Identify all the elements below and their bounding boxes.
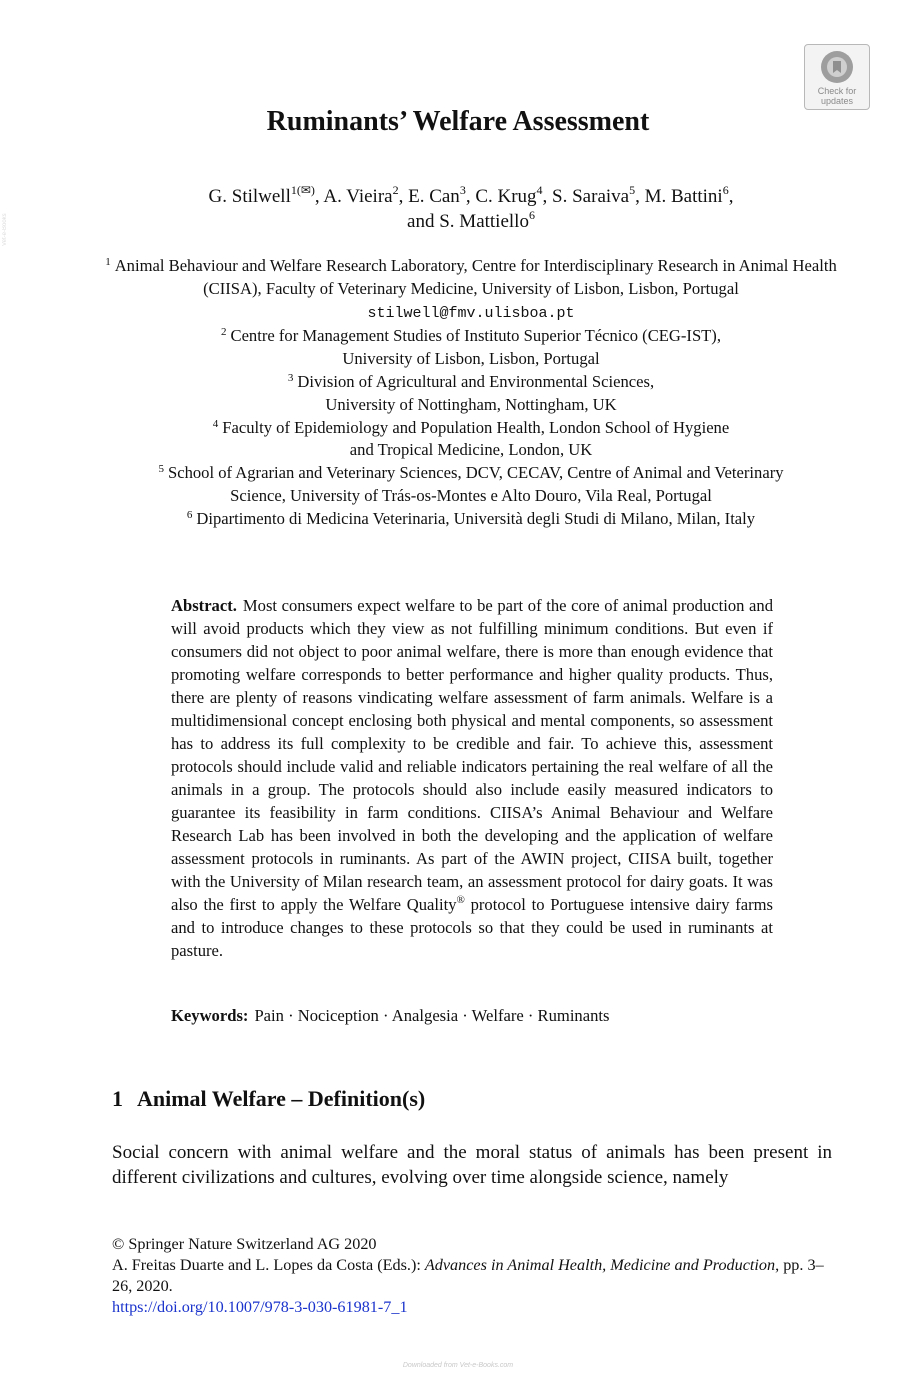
author-name: A. Vieira <box>323 186 393 207</box>
affiliation-text: Dipartimento di Medicina Veterinaria, Università degli Studi di Milano, Milan, Italy <box>196 508 756 528</box>
author-affil-marker: 2 <box>392 183 399 197</box>
author-affil-marker: 6 <box>528 208 535 222</box>
affiliation-text: Centre for Management Studies of Instituto Superior Técnico (CEG-IST), <box>230 326 721 346</box>
body-paragraph: Social concern with animal welfare and the moral status of animals has been present in different civilizations and cultures, evolving over time alongside science, namely <box>112 1142 832 1188</box>
author-affil-marker: 3 <box>459 183 466 197</box>
keywords <box>171 1004 773 1027</box>
affiliation-number: 1 <box>105 256 111 268</box>
affiliation-list <box>100 255 842 531</box>
affiliation-2 <box>100 325 842 371</box>
author-name: and S. Mattiello <box>407 211 529 232</box>
publication-footer <box>112 1234 832 1318</box>
author-separator: , <box>635 186 645 207</box>
citation-line <box>112 1255 832 1297</box>
paper-title: Ruminants’ Welfare Assessment <box>266 106 650 137</box>
author-affil-marker: 1(✉) <box>290 183 315 197</box>
affiliation-text: Animal Behaviour and Welfare Research Laboratory, Centre for Interdisciplinary Research in Animal Health (CIISA), Faculty of Veterinary Medicine, University of Lisbon, Lisbon, Portugal <box>114 256 837 298</box>
affiliation-number: 4 <box>212 417 219 430</box>
doi-line <box>112 1297 832 1318</box>
affiliation-1 <box>100 255 842 325</box>
abstract-label: Abstract. <box>171 596 237 615</box>
affiliation-text-line2: University of Nottingham, Nottingham, UK <box>325 394 617 414</box>
affiliation-text-line2: Science, University of Trás-os-Montes e Alto Douro, Vila Real, Portugal <box>230 485 712 505</box>
check-for-updates-label: Check for updates <box>817 86 857 106</box>
registered-mark: ® <box>456 894 465 906</box>
affiliation-6 <box>100 508 842 531</box>
author-separator: , <box>465 186 476 207</box>
affiliation-3 <box>100 371 842 417</box>
bookmark-ribbon-icon <box>821 51 853 83</box>
author-name: M. Battini <box>644 186 723 207</box>
affiliation-text: Faculty of Epidemiology and Population Health, London School of Hygiene <box>222 417 730 437</box>
section-title: Animal Welfare – Definition(s) <box>137 1086 426 1111</box>
author-separator: , <box>398 186 409 207</box>
author-separator: , <box>542 186 553 207</box>
abstract <box>171 594 773 962</box>
author-separator: , <box>728 186 734 207</box>
affiliation-5 <box>100 462 842 508</box>
doi-link[interactable]: https://doi.org/10.1007/978-3-030-61981-7_1 <box>112 1298 408 1316</box>
copyright-line: © Springer Nature Switzerland AG 2020 <box>112 1235 377 1253</box>
author-name: G. Stilwell <box>208 186 291 207</box>
author-affil-marker: 4 <box>536 183 543 197</box>
affiliation-text: School of Agrarian and Veterinary Sciences, DCV, CECAV, Centre of Animal and Veterinary <box>167 463 784 483</box>
affiliation-text: Division of Agricultural and Environmental Sciences, <box>297 371 655 391</box>
corresponding-email[interactable]: stilwell@fmv.ulisboa.pt <box>367 304 575 322</box>
citation-book-title: Advances in Animal Health, Medicine and Production <box>424 1256 776 1274</box>
affiliation-number: 5 <box>158 463 164 476</box>
abstract-text-end: protocol to Portuguese intensive dairy farms and to introduce changes to these protocols so that they could be used in ruminants at pasture. <box>171 895 774 960</box>
affiliation-text-line2: University of Lisbon, Lisbon, Portugal <box>342 349 600 369</box>
author-separator: , <box>314 186 324 207</box>
affiliation-4 <box>100 417 842 463</box>
affiliation-number: 6 <box>186 508 193 521</box>
author-name: C. Krug <box>475 186 537 207</box>
author-affil-marker: 6 <box>722 183 729 197</box>
abstract-text: Most consumers expect welfare to be part of the core of animal production and will avoid products which they view as not fulfilling minimum conditions. But even if consumers did not object to poor animal welfare, there is more than enough evidence that promoting welfare corresponds to better performance and higher quality products. Thus, there are plenty of reasons vindicating welfare assessment of farm animals. Welfare is a multidimensional concept enclosing both physical and mental components, so assessment has to address its full complexity to be credible and fair. To achieve this, assessment protocols should include valid and reliable indicators pertaining the real welfare of all the animals in a group. The protocols should also include easily measured indicators to guarantee its feasibility in farm conditions. CIISA’s Animal Behaviour and Welfare Research Lab has been involved in both the developing and the application of welfare assessment protocols in ruminants. As part of the AWIN project, CIISA built, together with the University of Milan research team, an assessment protocol for dairy goats. It was also the first to apply the Welfare Quality <box>171 596 773 914</box>
author-name: E. Can <box>408 186 460 207</box>
keywords-text: Pain · Nociception · Analgesia · Welfare · Ruminants <box>254 1006 610 1025</box>
author-affil-marker: 5 <box>629 183 636 197</box>
check-for-updates-badge[interactable] <box>804 44 870 110</box>
side-watermark: Vet-e-Books <box>2 213 8 246</box>
affiliation-text-line2: and Tropical Medicine, London, UK <box>349 440 593 460</box>
section-number: 1 <box>112 1086 123 1111</box>
citation-editors: A. Freitas Duarte and L. Lopes da Costa (Eds.): <box>112 1256 425 1274</box>
section-heading <box>112 1086 425 1112</box>
affiliation-number: 2 <box>221 326 227 339</box>
citation-pages: , pp. 3–26, 2020. <box>112 1256 824 1295</box>
affiliation-number: 3 <box>287 371 294 384</box>
keywords-label: Keywords: <box>171 1006 249 1025</box>
author-name: S. Saraiva <box>552 186 630 207</box>
download-watermark: Downloaded from Vet-e-Books.com <box>402 1362 514 1369</box>
author-list <box>100 184 842 234</box>
